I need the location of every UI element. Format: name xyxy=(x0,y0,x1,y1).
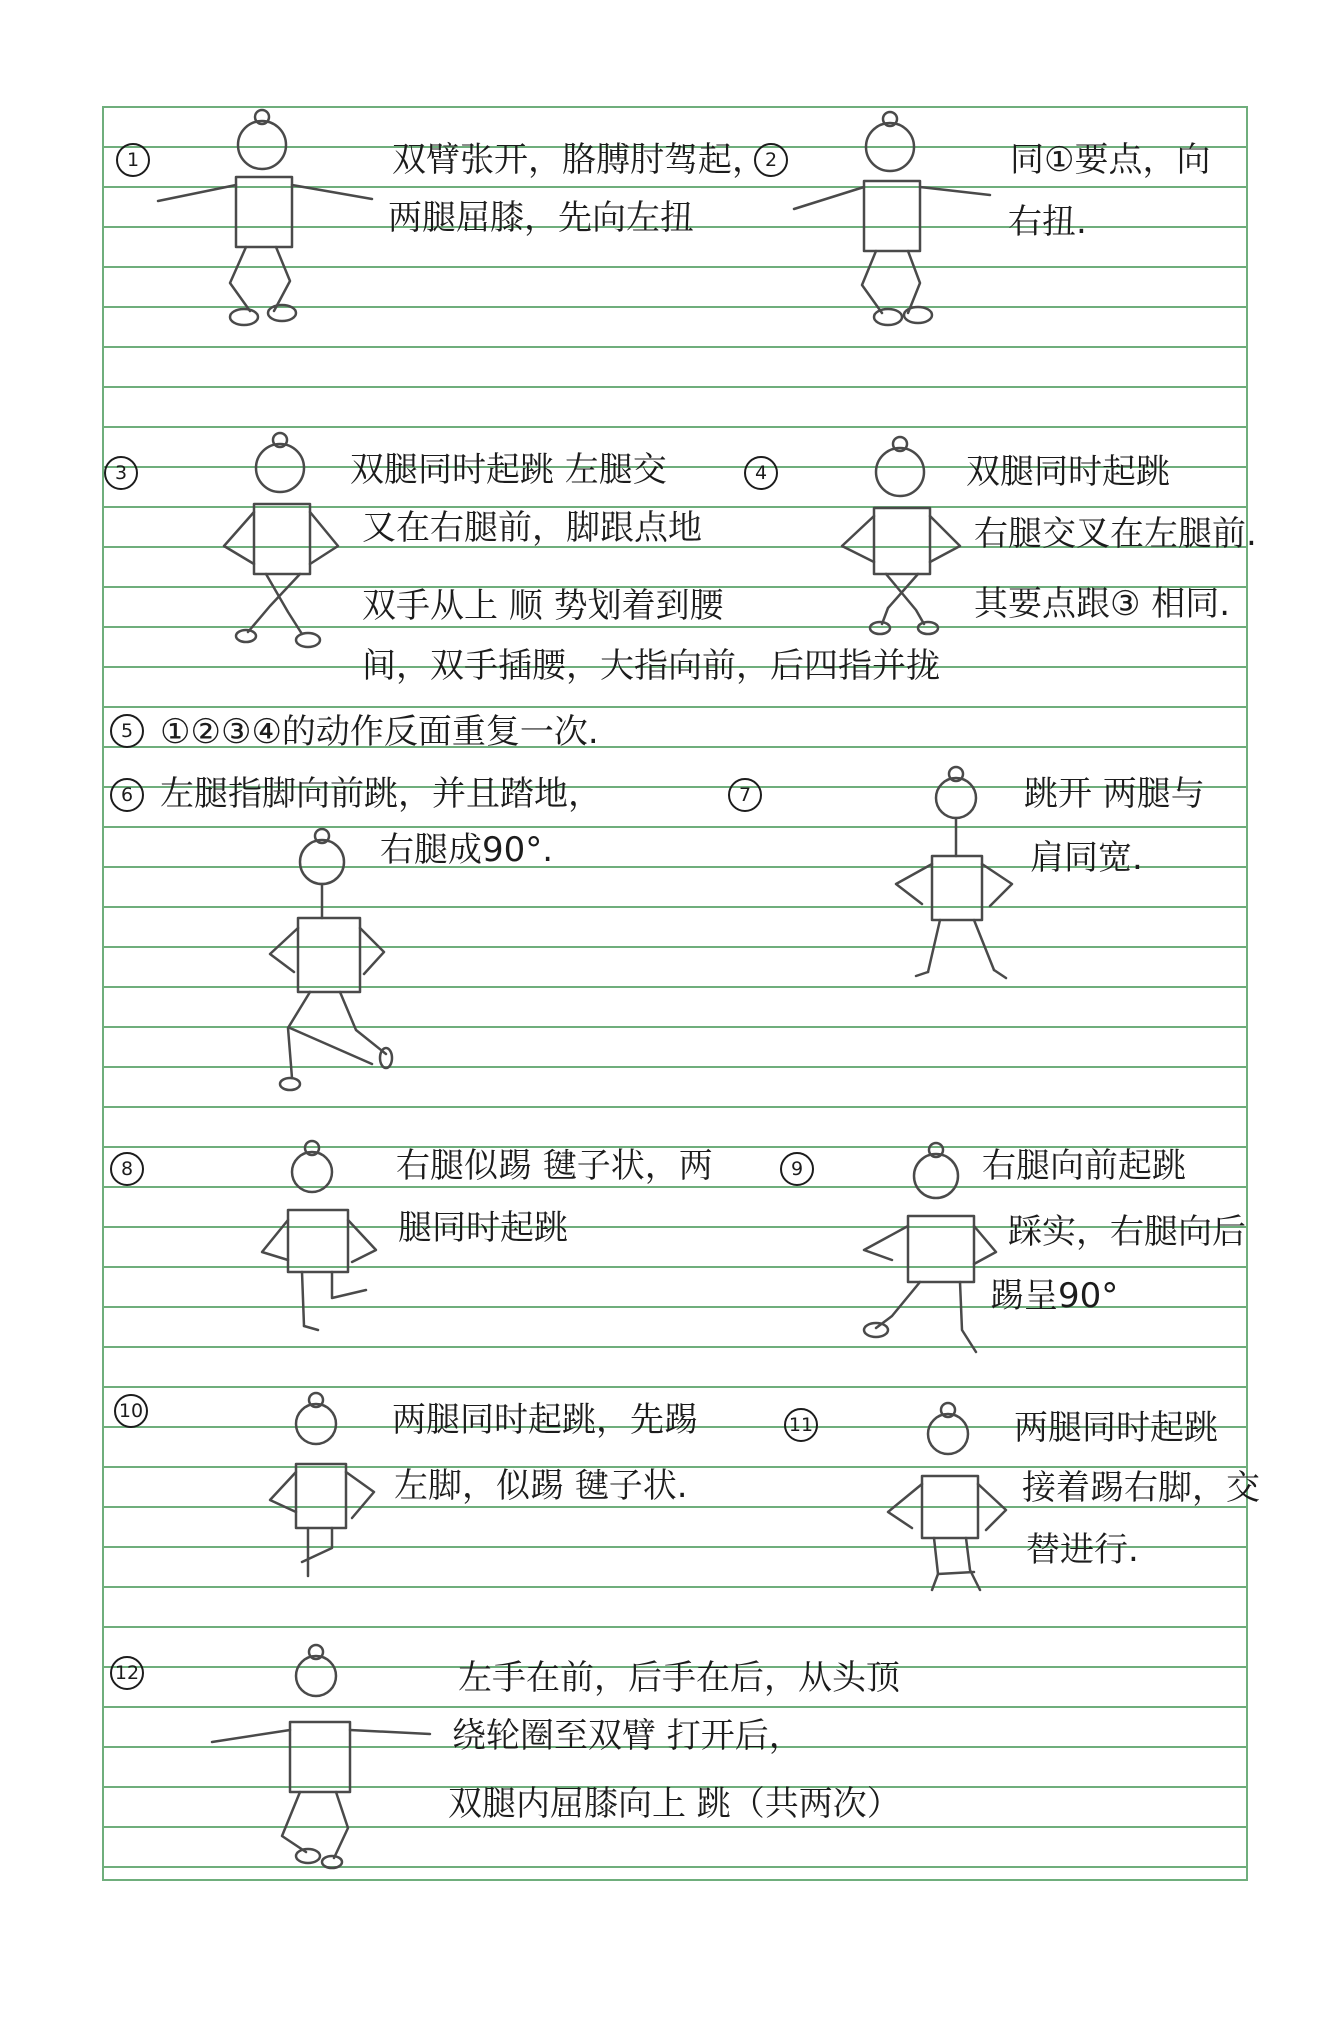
step-11-line-3: 替进行. xyxy=(1026,1530,1139,1570)
step-8-figure xyxy=(256,1130,396,1340)
step-11-line-1: 两腿同时起跳 xyxy=(1014,1408,1218,1448)
step-4-number: 4 xyxy=(744,456,778,490)
step-3-line-3: 双手从上 顺 势划着到腰 xyxy=(362,586,724,626)
step-1-figure xyxy=(150,105,390,335)
step-5-line-1: ①②③④的动作反面重复一次. xyxy=(160,712,599,752)
step-12-line-3: 双腿内屈膝向上 跳（共两次） xyxy=(448,1784,901,1824)
step-6-line-2: 右腿成90°. xyxy=(380,830,554,870)
step-6-figure xyxy=(260,818,410,1108)
step-1-line-1: 双臂张开，胳膊肘驾起， xyxy=(392,140,766,180)
step-8-line-1: 右腿似踢 毽子状，两 xyxy=(396,1146,713,1186)
step-3-line-2: 又在右腿前，脚跟点地 xyxy=(362,508,702,548)
step-2-figure xyxy=(790,105,1030,335)
step-6-number: 6 xyxy=(110,778,144,812)
step-9-number: 9 xyxy=(780,1152,814,1186)
step-9-figure xyxy=(852,1130,1002,1370)
step-4-figure xyxy=(836,428,976,638)
step-8-line-2: 腿同时起跳 xyxy=(398,1208,568,1248)
step-9-line-1: 右腿向前起跳 xyxy=(982,1146,1186,1186)
step-7-line-2: 肩同宽. xyxy=(1030,838,1143,878)
step-3-figure xyxy=(210,428,350,658)
step-4-line-2: 右腿交叉在左腿前. xyxy=(974,514,1257,554)
step-2-line-1: 同①要点，向 xyxy=(1010,140,1211,180)
step-10-line-1: 两腿同时起跳，先踢 xyxy=(392,1400,698,1440)
step-10-number: 10 xyxy=(114,1394,148,1428)
step-10-figure xyxy=(262,1382,392,1582)
step-12-line-1: 左手在前，后手在后，从头顶 xyxy=(458,1658,900,1698)
step-3-number: 3 xyxy=(104,456,138,490)
step-11-figure xyxy=(878,1394,1018,1604)
step-4-line-3: 其要点跟③ 相同. xyxy=(974,584,1231,624)
step-3-line-4: 间，双手插腰，大指向前，后四指并拢 xyxy=(362,646,940,686)
step-7-line-1: 跳开 两腿与 xyxy=(1024,774,1205,814)
step-8-number: 8 xyxy=(110,1152,144,1186)
step-5-number: 5 xyxy=(110,714,144,748)
step-12-number: 12 xyxy=(110,1656,144,1690)
step-12-line-2: 绕轮圈至双臂 打开后， xyxy=(452,1716,803,1756)
step-1-line-2: 两腿屈膝，先向左扭 xyxy=(388,198,694,238)
step-11-line-2: 接着踢右脚，交 xyxy=(1022,1468,1260,1508)
step-1-number: 1 xyxy=(116,143,150,177)
step-7-figure xyxy=(886,756,1026,986)
step-9-line-3: 踢呈90° xyxy=(990,1276,1119,1316)
step-3-line-1: 双腿同时起跳 左腿交 xyxy=(350,450,667,490)
step-2-number: 2 xyxy=(754,143,788,177)
step-6-line-1: 左腿指脚向前跳，并且踏地， xyxy=(160,774,602,814)
step-2-line-2: 右扭. xyxy=(1008,202,1087,242)
step-9-line-2: 踩实，右腿向后 xyxy=(1008,1212,1246,1252)
step-10-line-2: 左脚，似踢 毽子状. xyxy=(394,1466,688,1506)
step-4-line-1: 双腿同时起跳 xyxy=(966,452,1170,492)
step-7-number: 7 xyxy=(728,778,762,812)
step-12-figure xyxy=(208,1636,438,1876)
step-11-number: 11 xyxy=(784,1408,818,1442)
